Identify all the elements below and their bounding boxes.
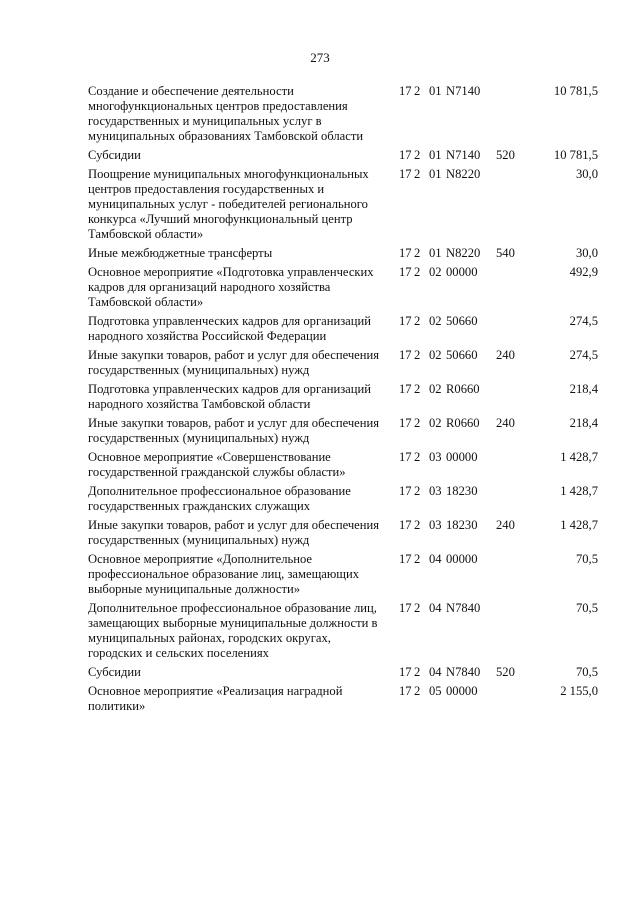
event-code: 03 [429,518,442,532]
subprogram-code: 2 [414,382,421,396]
event-code: 04 [429,552,442,566]
table-row [0,518,640,548]
direction-code: 00000 [446,265,478,279]
row-name: Основное мероприятие «Совершенствование государственной гражданской службы области» [88,450,346,479]
table-row [0,416,640,446]
direction-code: 00000 [446,684,478,698]
event-code: 03 [429,484,442,498]
table-row [0,84,640,144]
program-code: 17 [399,552,412,566]
subprogram-code: 2 [414,84,421,98]
budget-table [0,84,640,718]
event-code: 03 [429,450,442,464]
event-code: 02 [429,382,442,396]
row-name: Субсидии [88,665,141,679]
row-name: Основное мероприятие «Подготовка управленческих кадров для организаций народного хозяйства Тамбовской области» [88,265,374,309]
table-row [0,314,640,344]
table-row [0,382,640,412]
event-code: 05 [429,684,442,698]
row-name: Основное мероприятие «Дополнительное профессиональное образование лиц, замещающих выборные муниципальные должности» [88,552,359,596]
row-name: Дополнительное профессиональное образование лиц, замещающих выборные муниципальные должности в муниципальных районах, городских округах, городских и сельских поселениях [88,601,378,660]
row-name: Подготовка управленческих кадров для организаций народного хозяйства Российской Федерации [88,314,371,343]
expense-type-code: 520 [496,665,515,679]
program-code: 17 [399,314,412,328]
program-code: 17 [399,148,412,162]
direction-code: 00000 [446,450,478,464]
program-code: 17 [399,167,412,181]
amount: 274,5 [569,314,598,328]
direction-code: N7840 [446,665,481,679]
event-code: 04 [429,601,442,615]
subprogram-code: 2 [414,148,421,162]
direction-code: 00000 [446,552,478,566]
row-name: Создание и обеспечение деятельности многофункциональных центров предоставления государственных и муниципальных услуг в муниципальных образованиях Тамбовской области [88,84,364,143]
table-row [0,484,640,514]
expense-type-code: 240 [496,416,515,430]
table-row [0,601,640,661]
event-code: 02 [429,265,442,279]
table-row [0,246,640,261]
event-code: 01 [429,167,442,181]
subprogram-code: 2 [414,416,421,430]
amount: 70,5 [575,665,598,679]
amount: 10 781,5 [553,148,598,162]
row-name: Иные закупки товаров, работ и услуг для обеспечения государственных (муниципальных) нужд [88,348,380,377]
direction-code: N8220 [446,246,481,260]
direction-code: R0660 [446,416,480,430]
direction-code: N7840 [446,601,481,615]
event-code: 02 [429,416,442,430]
amount: 218,4 [569,382,598,396]
event-code: 02 [429,314,442,328]
row-name: Иные закупки товаров, работ и услуг для обеспечения государственных (муниципальных) нужд [88,518,380,547]
subprogram-code: 2 [414,684,421,698]
subprogram-code: 2 [414,601,421,615]
amount: 1 428,7 [560,484,598,498]
subprogram-code: 2 [414,348,421,362]
table-row [0,148,640,163]
direction-code: 50660 [446,348,478,362]
row-name: Дополнительное профессиональное образование государственных гражданских служащих [88,484,351,513]
subprogram-code: 2 [414,246,421,260]
event-code: 01 [429,148,442,162]
program-code: 17 [399,684,412,698]
amount: 30,0 [575,246,598,260]
row-name: Поощрение муниципальных многофункциональных центров предоставления государственных и муниципальных услуг - победителей регионального конкурса «Лучший многофункциональный центр Тамбовской области» [88,167,369,241]
program-code: 17 [399,265,412,279]
subprogram-code: 2 [414,265,421,279]
amount: 1 428,7 [560,450,598,464]
amount: 70,5 [575,552,598,566]
subprogram-code: 2 [414,450,421,464]
direction-code: 18230 [446,484,478,498]
expense-type-code: 520 [496,148,515,162]
amount: 10 781,5 [553,84,598,98]
program-code: 17 [399,518,412,532]
program-code: 17 [399,382,412,396]
table-row [0,265,640,310]
event-code: 01 [429,84,442,98]
subprogram-code: 2 [414,518,421,532]
event-code: 02 [429,348,442,362]
row-name: Субсидии [88,148,141,162]
row-name: Основное мероприятие «Реализация наградной политики» [88,684,343,713]
row-name: Иные закупки товаров, работ и услуг для обеспечения государственных (муниципальных) нужд [88,416,380,445]
table-row [0,167,640,242]
expense-type-code: 240 [496,518,515,532]
subprogram-code: 2 [414,665,421,679]
amount: 218,4 [569,416,598,430]
table-row [0,450,640,480]
program-code: 17 [399,416,412,430]
direction-code: N7140 [446,84,481,98]
program-code: 17 [399,348,412,362]
amount: 2 155,0 [560,684,598,698]
row-name: Иные межбюджетные трансферты [88,246,273,260]
subprogram-code: 2 [414,314,421,328]
program-code: 17 [399,246,412,260]
row-name: Подготовка управленческих кадров для организаций народного хозяйства Тамбовской области [88,382,371,411]
subprogram-code: 2 [414,484,421,498]
direction-code: 50660 [446,314,478,328]
event-code: 04 [429,665,442,679]
amount: 1 428,7 [560,518,598,532]
program-code: 17 [399,665,412,679]
amount: 30,0 [575,167,598,181]
direction-code: 18230 [446,518,478,532]
page-number: 273 [310,50,330,65]
table-row [0,665,640,680]
table-row [0,348,640,378]
event-code: 01 [429,246,442,260]
direction-code: R0660 [446,382,480,396]
subprogram-code: 2 [414,552,421,566]
table-row [0,684,640,714]
program-code: 17 [399,601,412,615]
direction-code: N7140 [446,148,481,162]
subprogram-code: 2 [414,167,421,181]
table-row [0,552,640,597]
expense-type-code: 240 [496,348,515,362]
program-code: 17 [399,84,412,98]
program-code: 17 [399,450,412,464]
program-code: 17 [399,484,412,498]
direction-code: N8220 [446,167,481,181]
amount: 274,5 [569,348,598,362]
expense-type-code: 540 [496,246,515,260]
amount: 70,5 [575,601,598,615]
amount: 492,9 [569,265,598,279]
